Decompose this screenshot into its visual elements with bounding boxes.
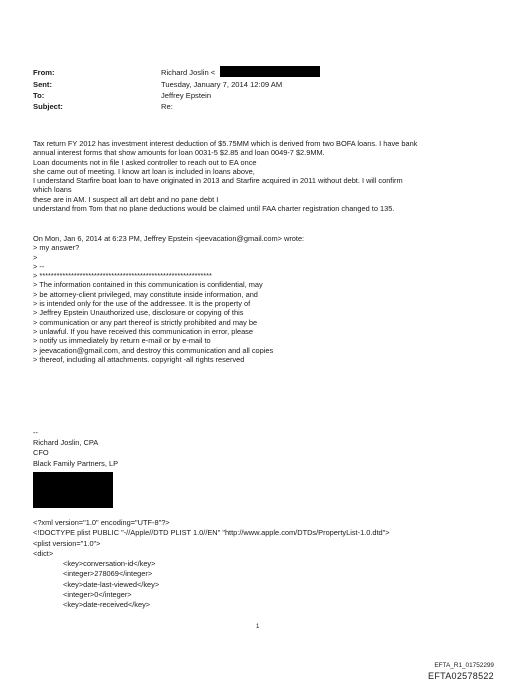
xml-line: <integer>278069</integer>: [63, 569, 153, 579]
xml-line: <dict>: [33, 548, 54, 558]
body-line: these are in AM. I suspect all art debt and no pane debt I: [33, 194, 219, 204]
body-line: which loans: [33, 185, 72, 195]
quoted-line: > ************************************************************: [33, 271, 212, 281]
xml-line: <?xml version="1.0" encoding="UTF-8"?>: [33, 518, 170, 527]
xml-line: <plist version="1.0">: [33, 538, 101, 548]
bates-stamp-small: EFTA_R1_01752299: [434, 662, 494, 669]
signature: [33, 428, 118, 469]
signature-name: Richard Joslin, CPA: [33, 438, 99, 448]
quoted-line: > The information contained in this communication is confidential, may: [33, 280, 263, 290]
to-label: To:: [33, 91, 45, 100]
quoted-line: > notify us immediately by return e-mail or by e-mail to: [33, 336, 211, 346]
redaction-block: [33, 472, 113, 508]
page-number: 1: [256, 624, 260, 630]
signature-separator: --: [33, 428, 38, 437]
redaction-email: [220, 66, 320, 77]
body-line: I understand Starfire boat loan to have originated in 2013 and Starfire acquired in 2011 without debt. I will confirm: [33, 176, 403, 186]
quoted-line: > thereof, including all attachments. copyright -all rights reserved: [33, 354, 245, 364]
quoted-line: > Jeffrey Epstein Unauthorized use, disclosure or copying of this: [33, 308, 244, 318]
quoted-line: >: [33, 252, 38, 262]
xml-line: <key>date-received</key>: [63, 600, 151, 610]
body-line: annual interest forms that show amounts for loan 0031-5 $2.85 and loan 0049-7 $2.9MM.: [33, 148, 325, 158]
to-value: Jeffrey Epstein: [161, 91, 212, 100]
sent-label: Sent:: [33, 80, 52, 89]
body-line: she came out of meeting. I know art loan is included in loans above,: [33, 166, 255, 176]
from-value: Richard Joslin <: [161, 68, 216, 77]
quoted-line: > be attorney-client privileged, may constitute inside information, and: [33, 289, 258, 299]
quoted-line: > communication or any part thereof is strictly prohibited and may be: [33, 317, 258, 327]
body-line: understand from Tom that no plane deductions would be claimed until FAA charter registration changed to 135.: [33, 204, 395, 214]
bates-stamp-large: EFTA02578522: [428, 671, 494, 681]
sent-value: Tuesday, January 7, 2014 12:09 AM: [161, 80, 283, 89]
quoted-line: > my answer?: [33, 243, 80, 253]
subject-value: Re:: [161, 102, 173, 111]
body-line: Tax return FY 2012 has investment interest deduction of $5.75MM which is derived from two BOFA loans. I have bank: [33, 139, 418, 148]
xml-line: <!DOCTYPE plist PUBLIC "-//Apple//DTD PLIST 1.0//EN" "http://www.apple.com/DTDs/PropertyList-1.0.dtd">: [33, 528, 390, 538]
quoted-line: > is intended only for the use of the addressee. It is the property of: [33, 299, 251, 309]
quoted-message: [33, 234, 304, 364]
xml-line: <key>conversation-id</key>: [63, 559, 156, 569]
message-body: [33, 139, 493, 213]
quoted-line: > --: [33, 261, 45, 271]
body-line: Loan documents not in file I asked controller to reach out to EA once: [33, 157, 257, 167]
quoted-line: > unlawful. If you have received this communication in error, please: [33, 326, 253, 336]
signature-title: CFO: [33, 448, 49, 458]
xml-line: <integer>0</integer>: [63, 590, 132, 600]
quoted-line: > jeevacation@gmail.com, and destroy this communication and all copies: [33, 345, 274, 355]
signature-company: Black Family Partners, LP: [33, 458, 119, 468]
quoted-line: On Mon, Jan 6, 2014 at 6:23 PM, Jeffrey Epstein <jeevacation@gmail.com> wrote:: [33, 234, 305, 243]
from-label: From:: [33, 68, 55, 77]
xml-block: [33, 518, 390, 611]
subject-label: Subject:: [33, 102, 63, 111]
xml-line: <key>date-last-viewed</key>: [63, 579, 160, 589]
